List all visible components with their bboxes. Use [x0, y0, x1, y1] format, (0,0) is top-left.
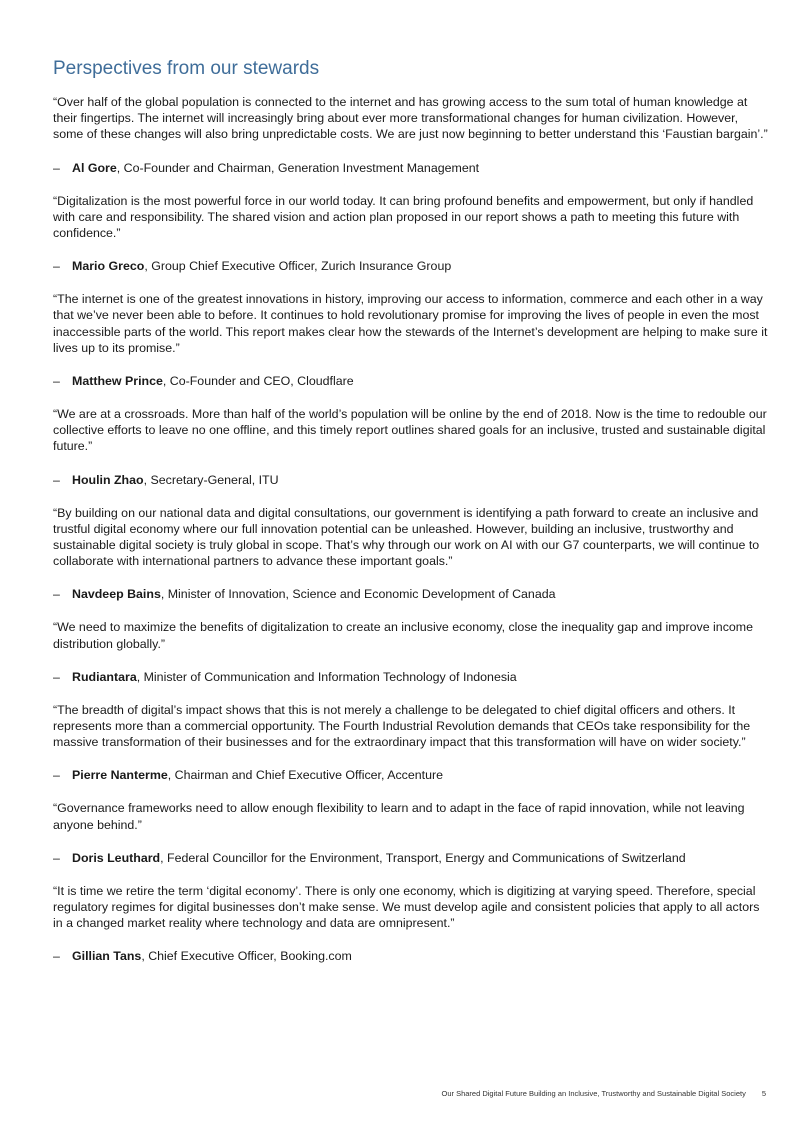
attribution: [53, 258, 768, 274]
speaker-role: , Chairman and Chief Executive Officer, Accenture: [167, 768, 443, 783]
quote-entry-leuthard: [53, 800, 768, 865]
speaker-name: Gillian Tans: [72, 949, 142, 964]
quote-text: “It is time we retire the term ‘digital economy’. There is only one economy, which is digitizing at varying speed. Therefore, special regulatory regimes for digital businesses don’t make sense. We must develop agile and consistent policies that apply to all actors in a changed market reality where technology and data are omnipresent.”: [53, 883, 760, 931]
quote-entry-tans: [53, 883, 768, 965]
document-page: [53, 58, 768, 981]
speaker-role: , Group Chief Executive Officer, Zurich Insurance Group: [144, 259, 452, 274]
speaker-name: Matthew Prince: [72, 374, 163, 389]
speaker-role: , Chief Executive Officer, Booking.com: [141, 949, 352, 964]
attribution: [53, 948, 768, 964]
attribution-dash: –: [53, 768, 60, 783]
attribution: [53, 586, 768, 602]
attribution: [53, 472, 768, 488]
quote-text: “We need to maximize the benefits of digitalization to create an inclusive economy, close the inequality gap and improve income distribution globally.”: [53, 620, 753, 651]
page-number: 5: [761, 1089, 766, 1098]
quote-text: “Over half of the global population is connected to the internet and has growing access to the sum total of human knowledge at their fingertips. The internet will increasingly bring about ever more transformational changes for human civilization. However, some of these changes will also bring unpredictable costs. We are just now beginning to better understand this ‘Faustian bargain’.”: [53, 95, 768, 142]
quote-text: “The breadth of digital’s impact shows that this is not merely a challenge to be delegated to chief digital officers and others. It represents more than a commercial opportunity. The Fourth Industrial Revolution demands that CEOs take responsibility for the massive transformation of their businesses and for the extraordinary impact that this transformation will have on wider society.”: [53, 702, 751, 750]
attribution-dash: –: [53, 472, 60, 487]
quote-text: “By building on our national data and digital consultations, our government is identifying a path forward to create an inclusive and trustful digital economy where our full innovation potential can be unleashed. However, building an inclusive, trustworthy and sustainable digital society is truly global in scope. That’s why through our work on AI with our G7 counterparts, we will continue to collaborate with international partners to advance these important goals.”: [53, 505, 760, 569]
quote-entry-nanterme: [53, 702, 768, 784]
quote-text: “Governance frameworks need to allow enough flexibility to learn and to adapt in the face of rapid innovation, while not leaving anyone behind.”: [53, 801, 745, 832]
attribution-dash: –: [53, 949, 60, 964]
attribution: [53, 850, 768, 866]
attribution-dash: –: [53, 160, 60, 175]
quote-text: “The internet is one of the greatest innovations in history, improving our access to information, commerce and each other in a way that we’ve never been able to before. It continues to hold revolutionary promise for improving the lives of people in even the most inaccessible parts of the world. This report makes clear how the stewards of the Internet’s development are helping to make sure it lives up to its promise.”: [53, 292, 768, 355]
speaker-name: Doris Leuthard: [72, 850, 161, 865]
quote-entry-prince: [53, 291, 768, 389]
quote-entry-zhao: [53, 406, 768, 488]
speaker-name: Rudiantara: [72, 669, 137, 684]
attribution: [53, 767, 768, 783]
quote-text: “Digitalization is the most powerful force in our world today. It can bring profound benefits and empowerment, but only if handled with care and responsibility. The shared vision and action plan proposed in our report shows a path to meeting this future with confidence.”: [53, 193, 754, 241]
speaker-role: , Minister of Innovation, Science and Economic Development of Canada: [160, 587, 556, 602]
quote-entry-rudiantara: [53, 619, 768, 684]
attribution: [53, 373, 768, 389]
speaker-name: Al Gore: [72, 160, 117, 175]
footer-title: Our Shared Digital Future Building an Inclusive, Trustworthy and Sustainable Digital Society: [441, 1089, 746, 1098]
speaker-name: Houlin Zhao: [72, 472, 144, 487]
attribution-dash: –: [53, 259, 60, 274]
speaker-name: Mario Greco: [72, 259, 145, 274]
page-title: Perspectives from our stewards: [53, 58, 320, 79]
page-footer: [442, 1089, 767, 1098]
quote-entry-greco: [53, 193, 768, 275]
quote-entry-bains: [53, 505, 768, 603]
speaker-role: , Co-Founder and CEO, Cloudflare: [162, 374, 354, 389]
speaker-name: Navdeep Bains: [72, 587, 161, 602]
attribution-dash: –: [53, 374, 60, 389]
speaker-role: , Co-Founder and Chairman, Generation Investment Management: [116, 160, 480, 175]
speaker-role: , Minister of Communication and Information Technology of Indonesia: [136, 669, 517, 684]
speaker-name: Pierre Nanterme: [72, 768, 168, 783]
speaker-role: , Secretary-General, ITU: [143, 472, 279, 487]
attribution: [53, 160, 768, 176]
attribution-dash: –: [53, 669, 60, 684]
speaker-role: , Federal Councillor for the Environment, Transport, Energy and Communications of Switzerland: [160, 850, 686, 865]
quote-entry-gore: [53, 94, 768, 176]
attribution-dash: –: [53, 587, 60, 602]
attribution-dash: –: [53, 850, 60, 865]
quote-text: “We are at a crossroads. More than half of the world’s population will be online by the end of 2018. Now is the time to redouble our collective efforts to leave no one offline, and this timely report outlines shared goals for an inclusive, trusted and sustainable digital future.”: [53, 407, 767, 454]
attribution: [53, 669, 768, 685]
